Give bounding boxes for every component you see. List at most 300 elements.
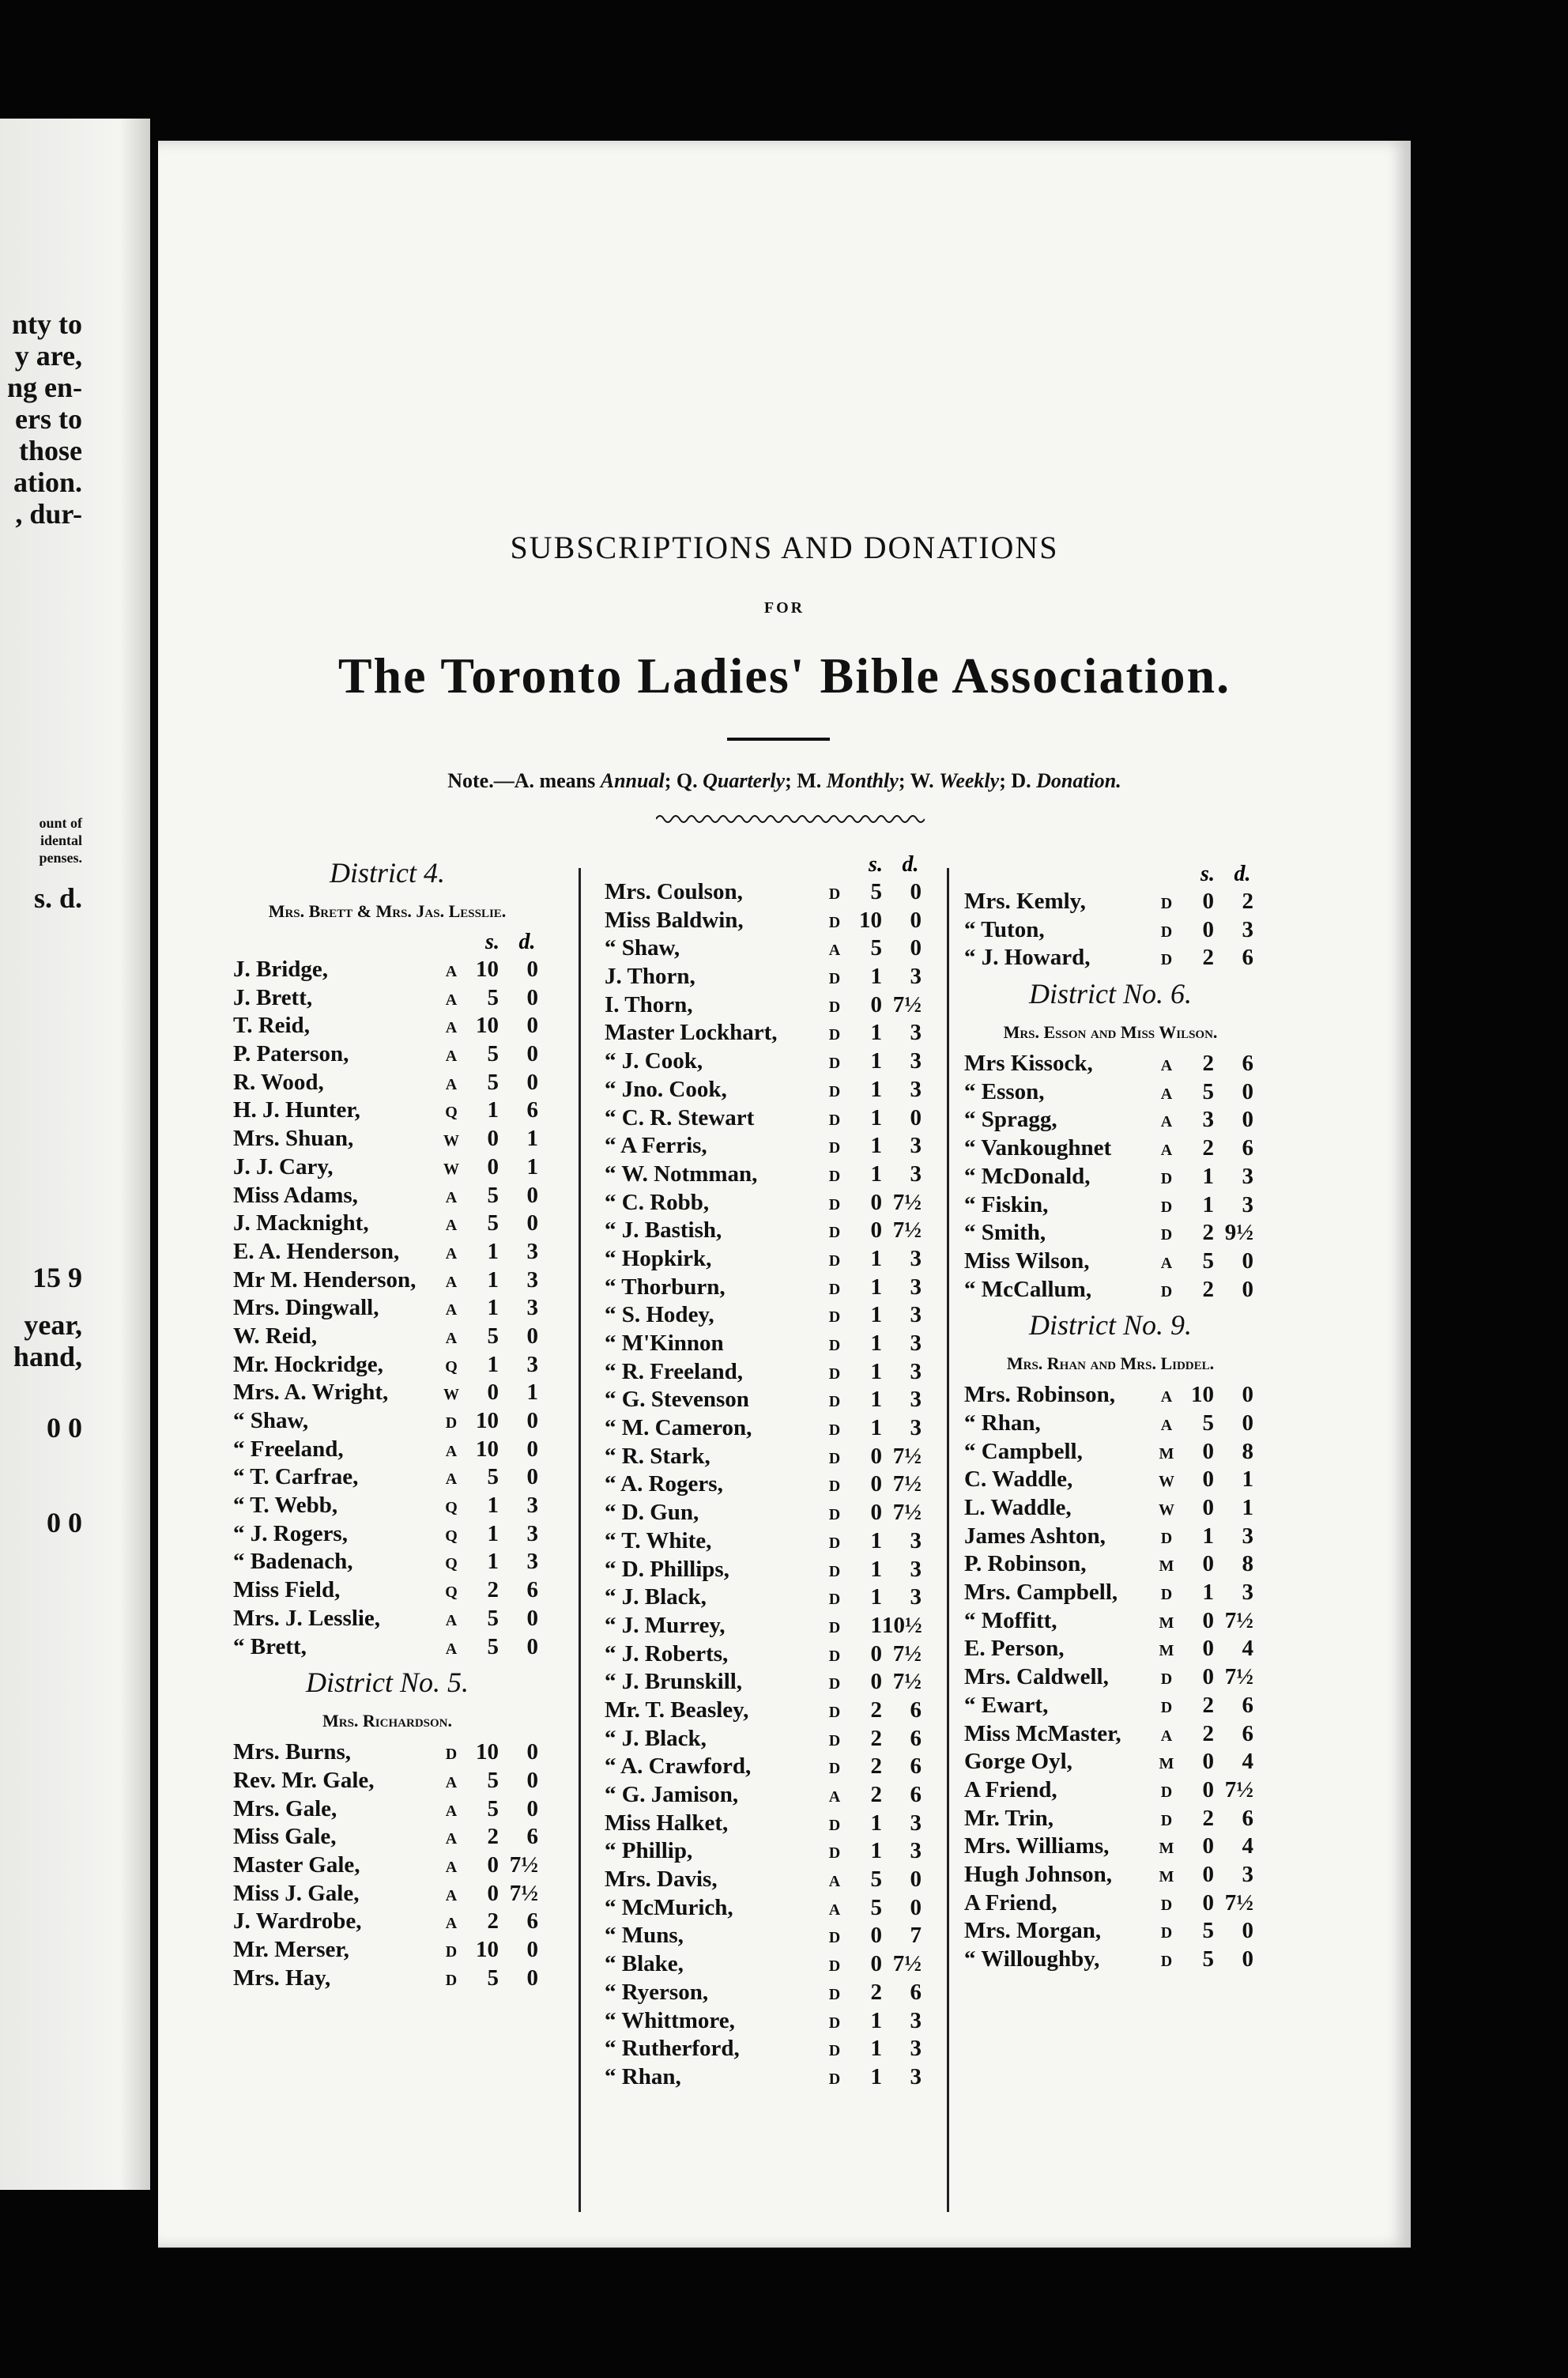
pence-value: 3: [526, 1351, 538, 1377]
shillings-value: 2: [870, 1979, 882, 2005]
subscriber-name: “ Esson,: [964, 1078, 1045, 1104]
shillings-value: 2: [1202, 945, 1214, 971]
payment-type: D: [828, 1760, 841, 1778]
pence-value: 7½: [892, 1669, 922, 1695]
subscription-row: [605, 1444, 925, 1472]
subscriber-name: “ J. Brunskill,: [605, 1669, 743, 1695]
shillings-value: 5: [487, 1041, 499, 1067]
subscriber-name: “ Hopkirk,: [605, 1245, 712, 1271]
pence-value: 0: [1242, 1946, 1253, 1972]
shillings-value: 0: [487, 1851, 499, 1878]
subscriber-name: “ J. Cook,: [605, 1048, 703, 1074]
subscriber-name: Mrs. Davis,: [605, 1867, 718, 1893]
subscription-row: [964, 1135, 1257, 1164]
district-rows: [233, 1739, 541, 1993]
payment-type: A: [445, 1640, 458, 1658]
page-title: The Toronto Ladies' Bible Association.: [337, 647, 1231, 704]
subscriber-name: J. Thorn,: [605, 964, 695, 990]
pence-value: 3: [910, 1245, 922, 1271]
subscription-row: [605, 1105, 925, 1134]
subscription-row: [605, 1951, 925, 1980]
subscriber-name: “ D. Phillips,: [605, 1556, 729, 1582]
subscriber-name: Mr. Trin,: [964, 1805, 1054, 1831]
shillings-value: 0: [1202, 1749, 1214, 1775]
subscription-row: [605, 1697, 925, 1726]
pence-value: 2: [1242, 889, 1253, 914]
subscriber-name: “ J. Black,: [605, 1725, 707, 1751]
pence-value: 3: [1242, 1523, 1253, 1549]
shillings-value: 1: [487, 1266, 499, 1293]
subscription-row: [964, 1192, 1257, 1221]
subscriber-name: “ Campbell,: [964, 1438, 1083, 1464]
payment-type: A: [1160, 1085, 1173, 1103]
shillings-value: 0: [870, 1443, 882, 1469]
payment-type: Q: [445, 1555, 458, 1573]
fragment-line: s. d.: [33, 882, 82, 914]
subscriber-name: Mrs. Shuan,: [233, 1126, 354, 1152]
payment-type: A: [445, 1019, 458, 1037]
subscriber-name: “ S. Hodey,: [605, 1302, 714, 1328]
subscription-row: [233, 1323, 541, 1352]
fragment-line: year,: [24, 1309, 82, 1341]
shillings-value: 0: [487, 1880, 499, 1906]
collectors: Mrs. Esson and Miss Wilson.: [1003, 1022, 1218, 1043]
subscription-row: [964, 1277, 1257, 1305]
pence-value: 6: [1242, 945, 1253, 971]
shillings-value: 0: [870, 1923, 882, 1949]
subscription-row: [964, 1636, 1257, 1664]
subscription-row: [605, 1217, 925, 1246]
subscriber-name: Mrs. Gale,: [233, 1795, 337, 1821]
subscriber-name: Mr. Merser,: [233, 1937, 349, 1962]
subscriber-name: Mr. Hockridge,: [233, 1351, 383, 1377]
fragment-line: ation.: [13, 466, 82, 498]
facing-page-text: [3, 308, 82, 1538]
subscriber-name: “ Spragg,: [964, 1107, 1057, 1133]
shillings-value: 1: [870, 1245, 882, 1271]
subscriber-name: J. J. Cary,: [233, 1153, 334, 1180]
payment-type: A: [828, 942, 841, 960]
pence-value: 6: [1242, 1805, 1253, 1831]
subscription-row: [964, 1439, 1257, 1467]
subscription-row: [605, 1331, 925, 1359]
subscription-row: [233, 1013, 541, 1041]
note-q: ; Q.: [664, 769, 703, 792]
pence-value: 1: [1242, 1495, 1253, 1520]
shillings-value: 1: [870, 964, 882, 990]
payment-type: A: [445, 1886, 458, 1904]
shillings-value: 2: [870, 1753, 882, 1780]
payment-type: D: [1160, 1811, 1173, 1829]
payment-type: A: [445, 1802, 458, 1820]
subscriber-name: “ G. Stevenson: [605, 1387, 749, 1413]
payment-type: M: [1159, 1642, 1174, 1660]
shillings-value: 2: [1202, 1805, 1214, 1831]
shillings-value: 0: [1202, 1636, 1214, 1662]
shillings-value: 5: [487, 1182, 499, 1208]
subscription-row: [605, 1190, 925, 1218]
shillings-value: 1: [870, 1104, 882, 1130]
subscriber-name: Mrs. Burns,: [233, 1739, 352, 1765]
payment-type: D: [828, 1957, 841, 1976]
pence-value: 0: [1242, 1276, 1253, 1302]
pence-value: 0: [526, 1795, 538, 1821]
payment-type: A: [445, 963, 458, 980]
subscriber-name: “ A. Rogers,: [605, 1471, 723, 1497]
subscriber-name: Mrs. Campbell,: [964, 1580, 1118, 1606]
shillings-value: 5: [870, 879, 882, 904]
pence-value: 3: [910, 1048, 922, 1074]
payment-type: D: [828, 1026, 841, 1044]
shillings-value: 5: [487, 1069, 499, 1095]
payment-type: A: [445, 1442, 458, 1460]
subscription-row: [964, 1382, 1257, 1410]
payment-type: A: [445, 1611, 458, 1629]
note-w: ; W.: [898, 769, 940, 792]
payment-type: D: [1160, 1282, 1173, 1300]
shillings-value: 10: [859, 907, 882, 933]
subscription-row: [233, 1739, 541, 1768]
subscriber-name: Miss Field,: [233, 1577, 341, 1603]
payment-type: A: [445, 1188, 458, 1206]
pence-value: 0: [526, 1767, 538, 1793]
payment-type: D: [828, 1591, 841, 1609]
pence-value: 0: [526, 1464, 538, 1490]
payment-type: M: [1159, 1557, 1174, 1576]
shillings-value: 2: [1202, 1276, 1214, 1302]
payment-type: A: [445, 1470, 458, 1489]
shillings-value: 10: [1191, 1382, 1214, 1408]
shillings-value: 5: [1202, 1078, 1214, 1104]
subscriber-name: “ R. Stark,: [605, 1443, 710, 1469]
shillings-value: 5: [487, 984, 499, 1010]
subscription-row: [233, 985, 541, 1013]
shillings-value: 2: [1202, 1692, 1214, 1718]
payment-type: D: [828, 1280, 841, 1298]
shillings-value: 2: [1202, 1135, 1214, 1161]
pence-value: 3: [526, 1493, 538, 1519]
shillings-value: 0: [487, 1126, 499, 1152]
shillings-value: 2: [1202, 1220, 1214, 1246]
shillings-value: 5: [487, 1323, 499, 1349]
subscription-row: [233, 1824, 541, 1852]
subscriber-name: Miss McMaster,: [964, 1720, 1121, 1746]
subscription-row: [964, 1164, 1257, 1192]
payment-type: D: [828, 1816, 841, 1834]
shillings-value: 0: [1202, 1607, 1214, 1633]
district-rows: [964, 889, 1257, 973]
pence-value: 6: [526, 1908, 538, 1934]
shillings-value: 5: [870, 935, 882, 961]
payment-type: Q: [445, 1583, 458, 1602]
shillings-value: 0: [1202, 1551, 1214, 1577]
shillings-value: 1: [870, 1810, 882, 1836]
payment-type: D: [1160, 1698, 1173, 1716]
fragment-line: those: [19, 435, 82, 466]
subscriber-name: “ McMurich,: [605, 1894, 733, 1920]
note-annual: Annual: [600, 769, 665, 792]
shillings-value: 10: [476, 1013, 499, 1039]
shillings-value: 5: [1202, 1248, 1214, 1274]
subscription-row: [964, 1410, 1257, 1439]
subscription-row: [964, 1580, 1257, 1608]
payment-type: D: [828, 2042, 841, 2060]
subscription-row: [233, 1493, 541, 1521]
subscription-row: [233, 1577, 541, 1606]
subscriber-name: C. Waddle,: [964, 1466, 1073, 1493]
subscription-row: [233, 1408, 541, 1436]
subscriber-name: “ D. Gun,: [605, 1500, 699, 1526]
shillings-value: 2: [487, 1824, 499, 1850]
subscriber-name: “ Badenach,: [233, 1549, 353, 1575]
subscriber-name: “ McCallum,: [964, 1276, 1092, 1302]
subscriber-name: R. Wood,: [233, 1069, 324, 1095]
payment-type: A: [445, 1244, 458, 1263]
shillings-value: 5: [487, 1605, 499, 1631]
shillings-value: 1: [487, 1238, 499, 1264]
payment-type: D: [1160, 923, 1173, 941]
subscription-row: [605, 1161, 925, 1190]
payment-type: A: [445, 1301, 458, 1319]
payment-type: D: [828, 1308, 841, 1327]
subscriber-name: “ T. Webb,: [233, 1493, 338, 1519]
subscriber-name: “ Fiskin,: [964, 1191, 1049, 1217]
subscriber-name: Master Gale,: [233, 1851, 360, 1878]
shillings-value: 1: [487, 1493, 499, 1519]
payment-type: D: [445, 1414, 458, 1432]
shillings-value: 5: [487, 1464, 499, 1490]
shillings-value: 0: [1202, 1466, 1214, 1493]
page-subtitle: SUBSCRIPTIONS AND DONATIONS: [510, 530, 1059, 565]
subscriber-name: “ Freeland,: [233, 1436, 344, 1462]
payment-type: D: [445, 1971, 458, 1989]
shillings-value: 0: [1202, 1438, 1214, 1464]
subscription-row: [964, 1608, 1257, 1636]
subscription-row: [233, 1041, 541, 1070]
payment-type: A: [445, 991, 458, 1009]
pence-value: 3: [1242, 1580, 1253, 1606]
shillings-value: 1: [870, 1584, 882, 1610]
pence-value: 0: [910, 1104, 922, 1130]
collectors: Mrs. Rhan and Mrs. Liddel.: [1006, 1353, 1215, 1374]
pence-value: 3: [910, 1387, 922, 1413]
pence-label: d.: [902, 852, 919, 877]
pence-value: 0: [526, 1069, 538, 1095]
fragment-line: ount of: [39, 815, 82, 831]
pence-value: 7½: [509, 1880, 538, 1906]
shillings-value: 1: [870, 2007, 882, 2033]
shillings-value: 10: [476, 1436, 499, 1462]
subscription-row: [605, 1641, 925, 1670]
pence-value: 3: [910, 1076, 922, 1102]
shillings-value: 0: [870, 1217, 882, 1244]
payment-type: D: [1160, 895, 1173, 912]
subscriber-name: “ Tuton,: [964, 916, 1045, 942]
pence-value: 7½: [892, 1500, 922, 1526]
shillings-value: 1: [870, 1133, 882, 1159]
payment-type: D: [828, 2014, 841, 2032]
subscriber-name: L. Waddle,: [964, 1495, 1072, 1520]
pence-value: 1: [526, 1126, 538, 1152]
subscription-row: [964, 1079, 1257, 1108]
subscriber-name: I. Thorn,: [605, 991, 693, 1017]
pence-value: 0: [526, 1937, 538, 1962]
pence-value: 7½: [892, 991, 922, 1017]
collectors: Mrs. Richardson.: [322, 1711, 452, 1731]
payment-type: D: [445, 1746, 458, 1764]
subscription-row: [233, 1796, 541, 1825]
pence-value: 0: [526, 1323, 538, 1349]
subscriber-name: Mrs Kissock,: [964, 1051, 1093, 1077]
subscriber-name: “ Willoughby,: [964, 1946, 1100, 1972]
shillings-value: 5: [487, 1210, 499, 1236]
pence-value: 3: [910, 1584, 922, 1610]
column-1: [233, 852, 541, 1993]
shillings-value: 1: [487, 1549, 499, 1575]
payment-type: D: [828, 970, 841, 988]
pence-value: 1: [1242, 1466, 1253, 1493]
pence-value: 3: [910, 964, 922, 990]
subscription-row: [605, 1613, 925, 1641]
column-header: [964, 862, 1257, 889]
subscriber-name: W. Reid,: [233, 1323, 318, 1349]
fragment-line: hand,: [13, 1341, 82, 1372]
shillings-value: 0: [870, 991, 882, 1017]
facing-page-fragment: [0, 119, 150, 2190]
fragment-line: 0 0: [47, 1507, 82, 1538]
subscriber-name: Mr. T. Beasley,: [605, 1697, 749, 1723]
subscriber-name: “ Moffitt,: [964, 1607, 1057, 1633]
subscription-row: [964, 1749, 1257, 1777]
subscriber-name: “ M. Cameron,: [605, 1415, 752, 1441]
pence-value: 6: [1242, 1720, 1253, 1746]
pence-value: 0: [526, 1605, 538, 1631]
subscription-row: [605, 1048, 925, 1077]
subscription-row: [605, 1133, 925, 1161]
subscriber-name: Mrs. Morgan,: [964, 1918, 1102, 1944]
payment-type: D: [828, 913, 841, 931]
payment-type: D: [828, 1449, 841, 1467]
subscription-row: [605, 1274, 925, 1303]
shillings-value: 0: [1202, 1776, 1214, 1802]
subscription-row: [233, 1380, 541, 1408]
payment-type: D: [828, 1055, 841, 1073]
subscriber-name: “ Rutherford,: [605, 2036, 740, 2062]
payment-type: W: [1159, 1501, 1174, 1519]
payment-type: A: [1160, 1057, 1173, 1075]
subscription-row: [964, 945, 1257, 973]
pence-value: 3: [1242, 1191, 1253, 1217]
payment-type: A: [445, 1773, 458, 1791]
payment-type: D: [1160, 1924, 1173, 1942]
payment-type: A: [1160, 1388, 1173, 1406]
payment-type: A: [828, 1788, 841, 1806]
shillings-value: 1: [870, 1527, 882, 1553]
subscriber-name: “ R. Freeland,: [605, 1358, 744, 1384]
subscription-row: [605, 1528, 925, 1557]
pence-value: 0: [910, 1894, 922, 1920]
pence-label: d.: [1234, 862, 1251, 886]
payment-type: D: [1160, 1529, 1173, 1547]
payment-type: A: [828, 1873, 841, 1891]
payment-type: D: [1160, 951, 1173, 969]
subscriber-name: Miss Halket,: [605, 1810, 729, 1836]
pence-value: 7½: [892, 1640, 922, 1666]
subscription-row: [964, 1466, 1257, 1495]
subscriber-name: “ G. Jamison,: [605, 1782, 739, 1807]
subscriber-name: “ Whittmore,: [605, 2007, 735, 2033]
column-header: [605, 852, 925, 879]
subscriber-name: “ T. Carfrae,: [233, 1464, 359, 1490]
pence-value: 7½: [892, 1951, 922, 1977]
pence-value: 4: [1242, 1636, 1253, 1662]
shillings-value: 1: [487, 1097, 499, 1123]
payment-type: D: [828, 1675, 841, 1693]
note-quarterly: Quarterly: [703, 769, 786, 792]
subscriber-name: “ T. White,: [605, 1527, 712, 1553]
payment-type: D: [828, 1703, 841, 1721]
shillings-value: 1: [870, 1048, 882, 1074]
shillings-value: 0: [1202, 1889, 1214, 1916]
payment-type: A: [445, 1858, 458, 1876]
subscription-row: [233, 1126, 541, 1154]
shillings-value: 5: [870, 1894, 882, 1920]
subscription-row: [964, 1721, 1257, 1750]
pence-value: 3: [526, 1549, 538, 1575]
subscription-row: [605, 1753, 925, 1782]
subscription-row: [605, 879, 925, 908]
shillings-value: 0: [870, 1471, 882, 1497]
subscription-row: [964, 917, 1257, 946]
shillings-value: 1: [870, 1076, 882, 1102]
subscription-row: [233, 1768, 541, 1796]
shillings-value: 3: [1202, 1107, 1214, 1133]
shillings-value: 1: [487, 1295, 499, 1321]
pence-value: 0: [526, 1182, 538, 1208]
payment-type: A: [445, 1915, 458, 1933]
shillings-value: 5: [487, 1795, 499, 1821]
pence-value: 0: [526, 1739, 538, 1765]
pence-value: 3: [910, 2036, 922, 2062]
shillings-label: s.: [869, 852, 883, 877]
subscriber-name: “ Shaw,: [233, 1408, 309, 1433]
shillings-value: 10: [476, 1408, 499, 1433]
subscription-row: [233, 1097, 541, 1126]
payment-type: Q: [445, 1499, 458, 1517]
pence-value: 3: [526, 1266, 538, 1293]
subscription-row: [964, 1664, 1257, 1693]
pence-value: 3: [910, 1274, 922, 1300]
subscription-row: [605, 1838, 925, 1867]
payment-type: M: [1159, 1614, 1174, 1632]
subscriber-name: P. Paterson,: [233, 1041, 349, 1067]
subscriber-name: Mrs. Caldwell,: [964, 1664, 1109, 1690]
district-rows: [233, 957, 541, 1662]
subscription-row: [233, 1549, 541, 1577]
pence-value: 0: [526, 1633, 538, 1659]
shillings-label: s.: [485, 930, 499, 954]
subscription-row: [233, 1352, 541, 1380]
payment-type: D: [828, 1506, 841, 1524]
payment-type: D: [828, 1534, 841, 1552]
payment-type: D: [828, 1929, 841, 1947]
fragment-line: 15 9: [32, 1262, 82, 1293]
subscription-row: [964, 1833, 1257, 1862]
subscriber-name: “ Phillip,: [605, 1838, 693, 1864]
fragment-line: idental: [40, 832, 82, 848]
district-heading: District No. 9.: [1028, 1309, 1192, 1342]
subscription-row: [964, 1220, 1257, 1248]
